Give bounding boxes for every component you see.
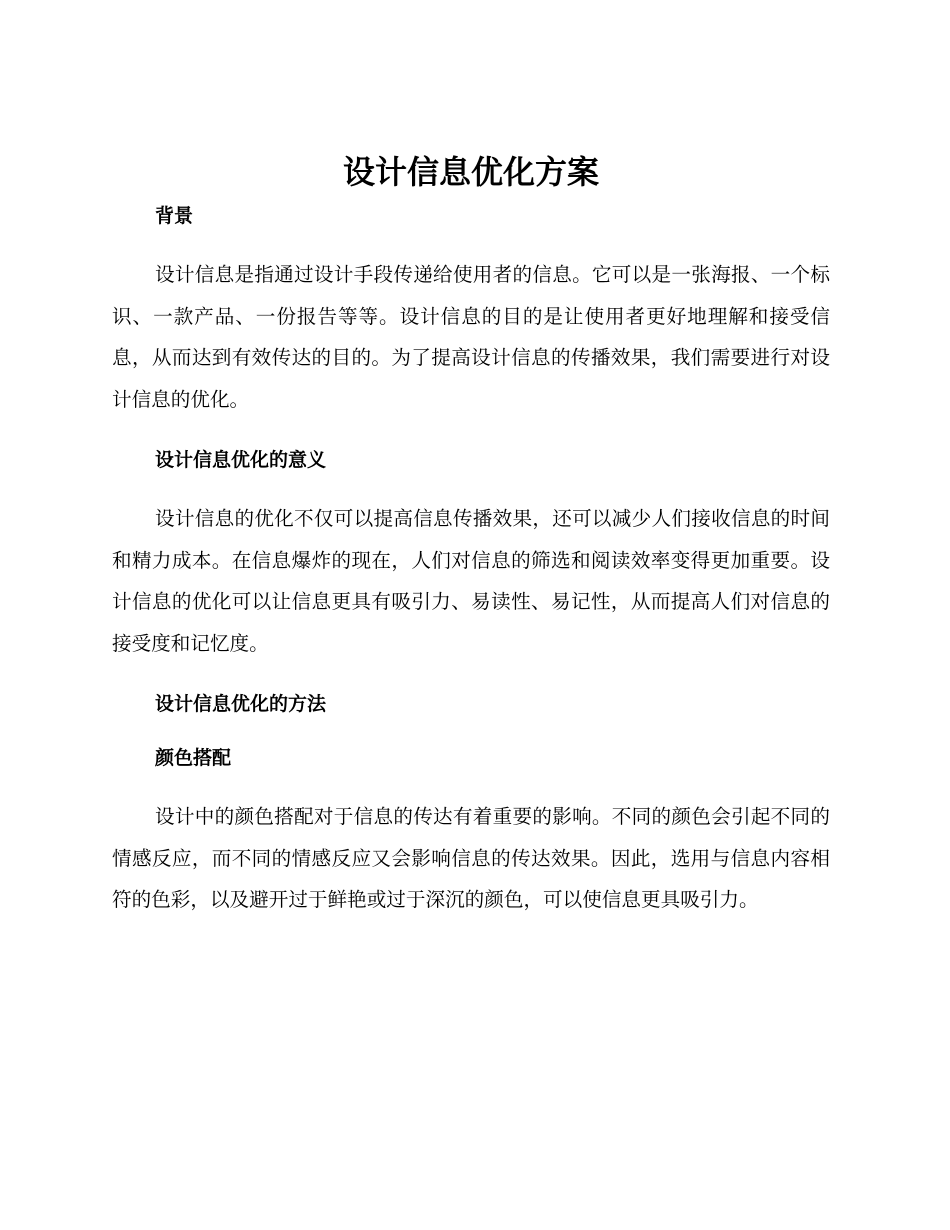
document-title: 设计信息优化方案 <box>342 153 599 191</box>
paragraph-meaning: 设计信息的优化不仅可以提高信息传播效果，还可以减少人们接收信息的时间和精力成本。在信息爆炸的现在，人们对信息的筛选和阅读效率变得更加重要。设计信息的优化可以让信息更具有吸引力、易读性、易记性，从而提高人们对信息的接受度和记忆度。 <box>112 507 830 655</box>
heading-background: 背景 <box>155 205 194 227</box>
paragraph-color-matching: 设计中的颜色搭配对于信息的传达有着重要的影响。不同的颜色会引起不同的情感反应，而不同的情感反应又会影响信息的传达效果。因此，选用与信息内容相符的色彩，以及避开过于鲜艳或过于深沉的颜色，可以使信息更具吸引力。 <box>112 805 830 911</box>
paragraph-background: 设计信息是指通过设计手段传递给使用者的信息。它可以是一张海报、一个标识、一款产品、一份报告等等。设计信息的目的是让使用者更好地理解和接受信息，从而达到有效传达的目的。为了提高设计信息的传播效果，我们需要进行对设计信息的优化。 <box>112 263 830 411</box>
heading-meaning: 设计信息优化的意义 <box>155 449 327 471</box>
heading-methods: 设计信息优化的方法 <box>155 693 327 715</box>
heading-color-matching: 颜色搭配 <box>155 747 232 769</box>
document-page <box>112 146 830 921</box>
